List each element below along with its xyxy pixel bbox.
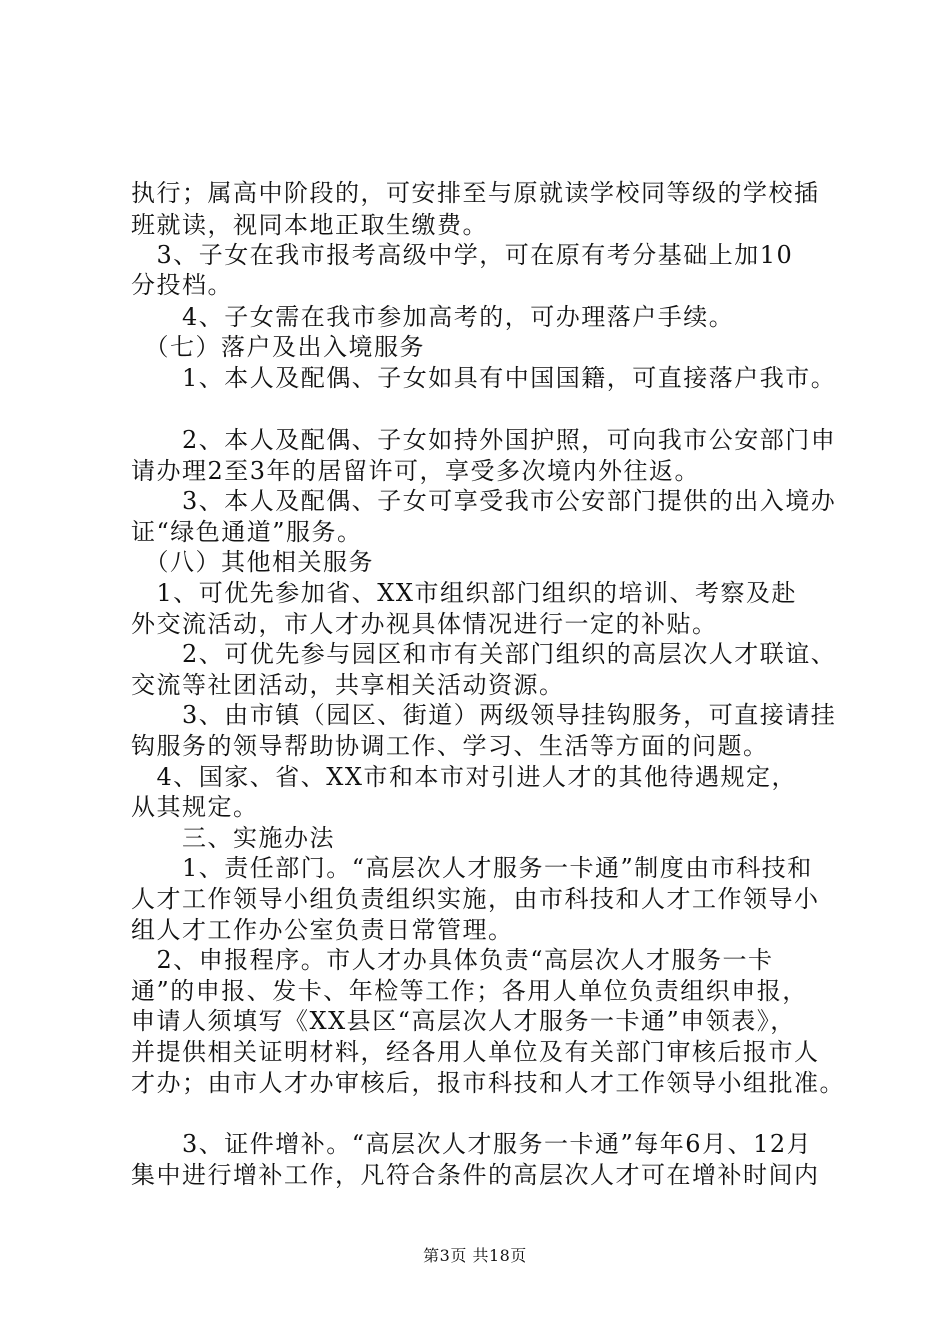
text-line: 班就读，视同本地正取生缴费。 [131,211,488,239]
text-line: 2、可优先参与园区和市有关部门组织的高层次人才联谊、 [131,640,837,668]
text-line: 3、证件增补。“高层次人才服务一卡通”每年6月、12月 [131,1130,813,1158]
text-line: 3、子女在我市报考高级中学，可在原有考分基础上加10 [131,241,794,269]
text-line: 组人才工作办公室负责日常管理。 [131,916,514,944]
text-line: 4、国家、省、XX市和本市对引进人才的其他待遇规定， [131,763,797,791]
text-line: 外交流活动，市人才办视具体情况进行一定的补贴。 [131,610,718,638]
page-number-footer: 第3页 共18页 [423,1246,527,1265]
text-line: 并提供相关证明材料，经各用人单位及有关部门审核后报市人 [131,1038,820,1066]
text-line: 2、申报程序。市人才办具体负责“高层次人才服务一卡 [131,946,774,974]
section-heading: （七）落户及出入境服务 [131,333,425,361]
text-line: 2、本人及配偶、子女如持外国护照，可向我市公安部门申 [131,426,837,454]
text-line: 1、责任部门。“高层次人才服务一卡通”制度由市科技和 [131,854,813,882]
text-line: 交流等社团活动，共享相关活动资源。 [131,671,565,699]
text-line: 请办理2至3年的居留许可，享受多次境内外往返。 [131,457,701,485]
text-line: 1、可优先参加省、XX市组织部门组织的培训、考察及赴 [131,579,797,607]
text-line: 集中进行增补工作，凡符合条件的高层次人才可在增补时间内 [131,1161,820,1189]
text-line: 才办；由市人才办审核后，报市科技和人才工作领导小组批准。 [131,1069,845,1097]
text-line: 证“绿色通道”服务。 [131,518,363,546]
text-line: 1、本人及配偶、子女如具有中国国籍，可直接落户我市。 [131,364,837,392]
text-line: 分投档。 [131,271,233,299]
text-line: 通”的申报、发卡、年检等工作；各用人单位负责组织申报， [131,977,808,1005]
text-line: 4、子女需在我市参加高考的，可办理落户手续。 [131,303,735,331]
section-heading: 三、实施办法 [131,824,335,852]
section-heading: （八）其他相关服务 [131,548,374,576]
text-line: 3、由市镇（园区、街道）两级领导挂钩服务，可直接请挂 [131,701,837,729]
text-line: 执行；属高中阶段的，可安排至与原就读学校同等级的学校插 [131,179,820,207]
text-line: 申请人须填写《XX县区“高层次人才服务一卡通”申领表》， [131,1007,796,1035]
text-line: 钩服务的领导帮助协调工作、学习、生活等方面的问题。 [131,732,769,760]
text-line: 从其规定。 [131,793,259,821]
text-line: 3、本人及配偶、子女可享受我市公安部门提供的出入境办 [131,487,837,515]
text-line: 人才工作领导小组负责组织实施，由市科技和人才工作领导小 [131,885,820,913]
